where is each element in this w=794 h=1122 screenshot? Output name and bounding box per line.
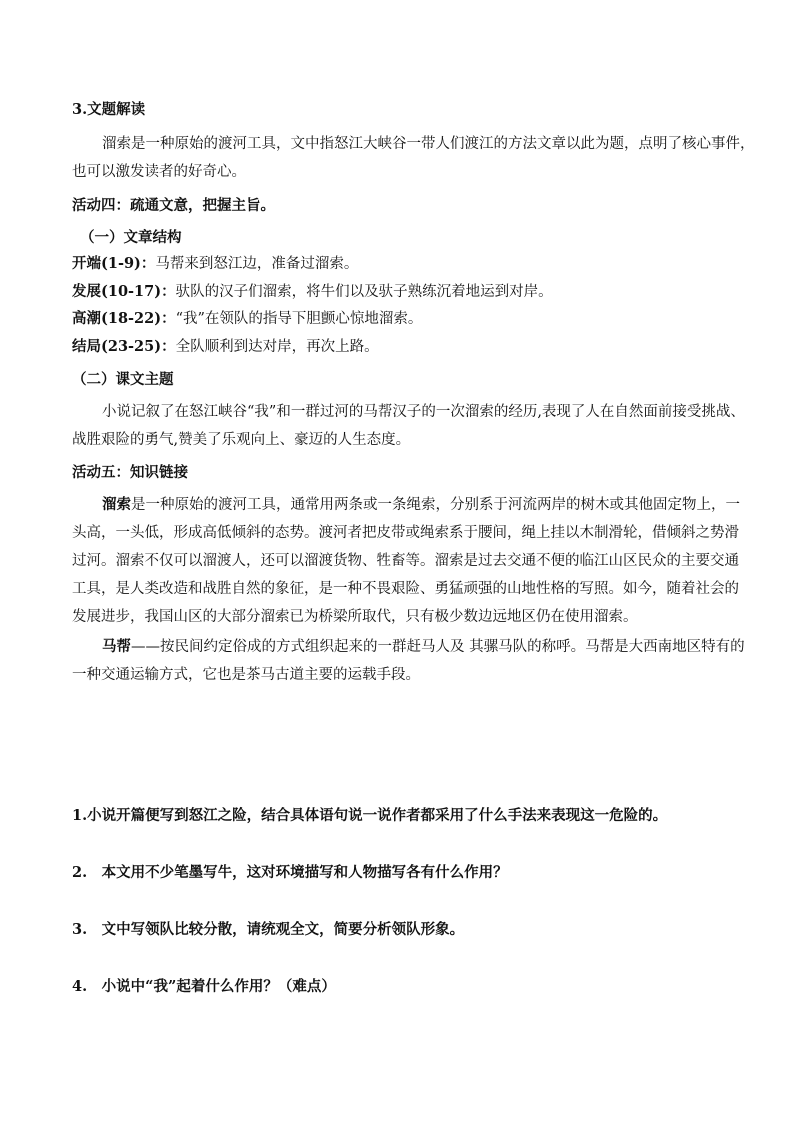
question-3: 3. 文中写领队比较分散，请统观全文，简要分析领队形象。 [72,921,465,938]
liusuo-paragraph-line-4: 工具，是人类改造和战胜自然的象征，是一种不畏艰险、勇猛顽强的山地性格的写照。如今，随着社会的 [72,581,739,597]
theme-paragraph-line-1: 小说记叙了在怒江峡谷“我”和一群过河的马帮汉子的一次溜索的经历,表现了人在自然面前接受挑战、 [102,404,745,420]
structure-item-label: 结局(23-25)： [72,338,176,355]
mabang-paragraph-line-2: 一种交通运输方式，它也是茶马古道主要的运载手段。 [72,667,420,683]
section-heading-wenti: 3.文题解读 [72,101,146,118]
wenti-paragraph-line-2: 也可以激发读者的好奇心。 [72,164,246,180]
question-1: 1.小说开篇便写到怒江之险，结合具体语句说一说作者都采用了什么手法来表现这一危险的。 [72,807,668,824]
structure-item-text: 全队顺利到达对岸，再次上路。 [175,339,379,355]
liusuo-paragraph-line-3: 过河。溜索不仅可以溜渡人，还可以溜渡货物、牲畜等。溜索是过去交通不便的临江山区民众的主要交通 [72,553,739,569]
theme-heading: （二）课文主题 [72,371,174,388]
mabang-term: 马帮 [102,638,131,655]
liusuo-paragraph-line-1 [102,495,740,515]
structure-heading: （一）文章结构 [80,229,182,246]
structure-item [72,282,553,302]
liusuo-text: 是一种原始的渡河工具，通常用两条或一条绳索，分别系于河流两岸的树木或其他固定物上，一 [131,497,740,513]
activity5-heading: 活动五：知识链接 [72,464,188,481]
mabang-paragraph-line-1 [102,637,745,657]
structure-item [72,309,422,329]
structure-item-text: “我”在领队的指导下胆颤心惊地溜索。 [175,311,423,327]
liusuo-paragraph-line-2: 头高，一头低，形成高低倾斜的态势。渡河者把皮带或绳索系于腰间，绳上挂以木制滑轮，借倾斜之势滑 [72,525,739,541]
structure-item [72,337,379,357]
mabang-text: ——按民间约定俗成的方式组织起来的一群赶马人及 其骡马队的称呼。马帮是大西南地区特有的 [131,639,745,655]
structure-item-text: 马帮来到怒江边，准备过溜索。 [155,256,359,272]
theme-paragraph-line-2: 战胜艰险的勇气,赞美了乐观向上、豪迈的人生态度。 [72,432,411,448]
liusuo-paragraph-line-5: 发展进步，我国山区的大部分溜索已为桥梁所取代，只有极少数边远地区仍在使用溜索。 [72,609,638,625]
structure-item [72,254,358,274]
liusuo-term: 溜索 [102,496,131,513]
activity4-heading: 活动四：疏通文意，把握主旨。 [72,197,275,214]
structure-item-label: 高潮(18-22)： [72,310,176,327]
structure-item-label: 开端(1-9)： [72,255,156,272]
wenti-paragraph-line-1: 溜索是一种原始的渡河工具，文中指怒江大峡谷一带人们渡江的方法文章以此为题，点明了核心事件， [102,136,755,152]
structure-item-label: 发展(10-17)： [72,283,176,300]
question-4: 4. 小说中“我”起着什么作用？（难点） [72,978,336,995]
question-2: 2. 本文用不少笔墨写牛，这对环境描写和人物描写各有什么作用？ [72,864,508,881]
structure-item-text: 驮队的汉子们溜索，将牛们以及驮子熟练沉着地运到对岸。 [175,284,553,300]
